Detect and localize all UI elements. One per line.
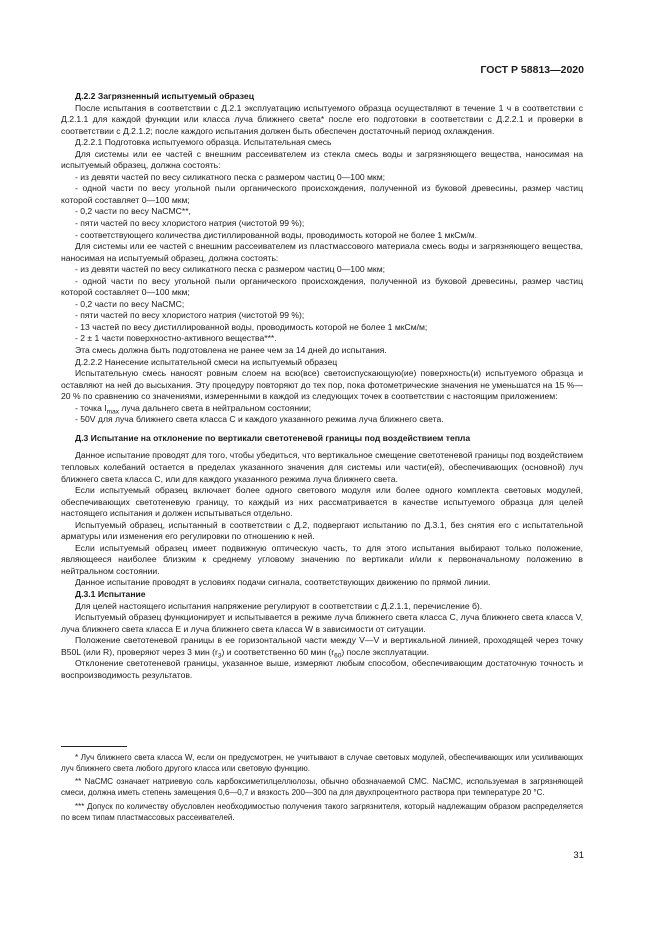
list-item: - пяти частей по весу хлористого натрия (чистотой 99 %); — [75, 218, 305, 229]
list-item: - соответствующего количества дистиллированной воды, проводимость которой не более 1 мкСм/м. — [75, 229, 478, 240]
paragraph: Д.2.2.2 Нанесение испытательной смеси на испытуемый образец — [75, 356, 338, 367]
paragraph: После испытания в соответствии с Д.2.1 эксплуатацию испытуемого образца осуществляют в течение 1 ч в соответствии с Д.2.1.1 для каждой функции или класса луча ближнего света* после его подготовки в соответствии с Д.2.2.1 и проверки в соответствии с Д.2.1.2; после каждого испытания должен быть обеспечен достаточный период охлаждения. — [61, 102, 583, 136]
list-item: - 0,2 части по весу NaCMC**, — [75, 206, 191, 217]
list-item: - 50V для луча ближнего света класса С и каждого указанного режима луча ближнего света. — [75, 414, 444, 425]
paragraph: Данное испытание проводят для того, чтобы убедиться, что вертикальное смещение светотеневой границы под воздействием тепловых колебаний остается в пределах указанного значения для системы или части(ей), обеспечивающих (основной) луч ближнего света класса С, или для каждого указанного режима луча ближнего света. — [61, 450, 583, 484]
paragraph: Если испытуемый образец имеет подвижную оптическую часть, то для этого испытания выбирают только положение, являющееся наиболее близким к среднему угловому значению по вертикали и/или к первоначальному положению в нейтральном состоянии. — [61, 542, 583, 576]
paragraph: Испытуемый образец функционирует и испытывается в режиме луча ближнего света класса С, луча ближнего света класса V, луча ближнего света класса Е и луча ближнего света класса W в зависимости от ситуации. — [61, 612, 583, 634]
subscript: 60 — [334, 652, 342, 660]
list-item-text: луча дальнего света в нейтральном состоянии; — [118, 402, 312, 413]
list-item: - 0,2 части по весу NaCMC; — [75, 298, 185, 309]
list-item: - из девяти частей по весу силикатного песка с размером частиц 0—100 мкм; — [75, 171, 385, 182]
paragraph: Данное испытание проводят в условиях подачи сигнала, соответствующих движению по прямой линии. — [75, 577, 491, 588]
list-item: - 2 ± 1 части поверхностно-активного вещества***. — [75, 333, 277, 344]
paragraph: Для системы или ее частей с внешним рассеивателем из пластмассового материала смесь воды и загрязняющего вещества, наносимая на испытуемый образец, должна состоять: — [61, 241, 583, 263]
footnote: *** Допуск по количеству обусловлен необходимостью получения такого загрязнителя, который надлежащим образом распределяется по всем типам пластмассовых рассеивателей. — [61, 801, 583, 822]
footnotes — [61, 753, 583, 823]
paragraph: Для системы или ее частей с внешним рассеивателем из стекла смесь воды и загрязняющего вещества, наносимая на испытуемый образец, должна состоять: — [61, 148, 583, 171]
list-item: - одной части по весу угольной пыли органического происхождения, полученной из буковой древесины, размер частиц которой составляет 0—100 мкм; — [61, 183, 583, 205]
page-number: 31 — [573, 850, 584, 861]
list-item: - одной части по весу угольной пыли органического происхождения, полученной из буковой древесины, размер частиц которой составляет 0—100 мкм; — [61, 275, 583, 298]
list-item: - из девяти частей по весу силикатного песка с размером частиц 0—100 мкм; — [75, 264, 385, 275]
section-heading: Д.2.2 Загрязненный испытуемый образец — [75, 91, 254, 101]
list-item: - 13 частей по весу дистиллированной воды, проводимость которой не более 1 мкСм/м; — [75, 321, 428, 332]
subscript: 3 — [217, 652, 222, 660]
paragraph-text: Положение светотеневой границы в ее горизонтальной части между V—V и вертикальной линией, проходящей через точку В50L (или R), проверяют через 3 мин (r — [61, 635, 583, 657]
paragraph: Испытательную смесь наносят ровным слоем на всю(все) светоиспускающую(ие) поверхность(и) испытуемого образца и оставляют на ней до высыхания. Эту процедуру повторяют до тех пор, пока фотометрические значения не уменьшатся на 15 %—20 % по сравнению со значениями, измеренными в каждой из следующих точек в соответствии с настоящим приложением: — [61, 368, 583, 402]
paragraph: Для целей настоящего испытания напряжение регулируют в соответствии с Д.2.1.1, перечисление б). — [75, 600, 483, 611]
paragraph: Д.2.2.1 Подготовка испытуемого образца. Испытательная смесь — [75, 137, 332, 148]
paragraph: Если испытуемый образец включает более одного светового модуля или более одного комплекта световых модулей, обеспечивающих светотеневую границу, то каждый из них рассматривается в качестве испытуемого образца для целей настоящего испытания и должен испытываться отдельно. — [61, 485, 583, 519]
section-heading: Д.3 Испытание на отклонение по вертикали светотеневой границы под воздействием тепла — [75, 432, 471, 443]
body-text — [61, 91, 583, 681]
paragraph-text: ) и соответственно 60 мин (r — [221, 646, 335, 657]
subsection-heading: Д.3.1 Испытание — [75, 588, 146, 599]
subscript: max — [106, 408, 119, 416]
paragraph — [61, 635, 583, 658]
paragraph: Испытуемый образец, испытанный в соответствии с Д.2, подвергают испытанию по Д.3.1, без снятия его с испытательной арматуры или изменения его регулировки по отношению к ней. — [61, 519, 583, 542]
list-item — [61, 403, 583, 415]
paragraph: Эта смесь должна быть подготовлена не ранее чем за 14 дней до испытания. — [75, 345, 387, 356]
footnote: ** NaCMC означает натриевую соль карбоксиметилцеллюлозы, обычно обозначаемой CMC. NaCMC, используемая в загрязняющей смеси, должна иметь степень замещения 0,6—0,7 и вязкость 200—300 па для двухпроцентного раствора при температуре 20 °С. — [61, 777, 583, 798]
list-item-text: - точка I — [75, 402, 107, 413]
paragraph: Отклонение светотеневой границы, указанное выше, измеряют любым способом, обеспечивающим достаточную точность и воспроизводимость результатов. — [61, 658, 583, 680]
list-item: - пяти частей по весу хлористого натрия (чистотой 99 %); — [75, 310, 305, 321]
footnote: * Луч ближнего света класса W, если он предусмотрен, не учитывают в случае световых модулей, обеспечивающих или усиливающих луч ближнего света любого другого класса или световую функцию. — [61, 753, 583, 773]
paragraph-text: ) после эксплуатации. — [341, 646, 430, 657]
footnote-divider — [61, 746, 127, 747]
document-header-standard: ГОСТ Р 58813—2020 — [480, 64, 584, 76]
